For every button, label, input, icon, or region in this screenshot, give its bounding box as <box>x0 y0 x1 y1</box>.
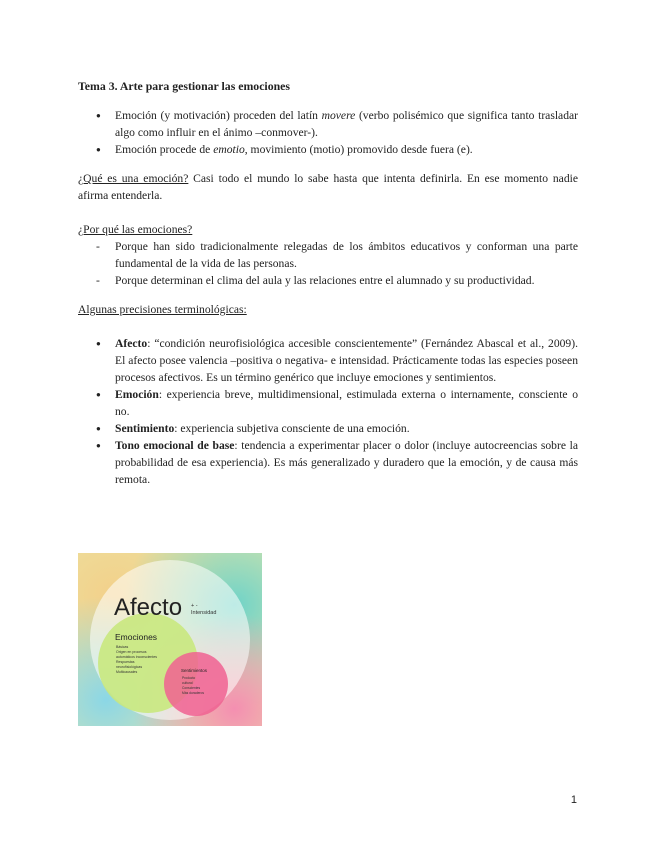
why-emotions-list <box>78 238 578 289</box>
document-body <box>78 78 578 488</box>
terminology-heading: Algunas precisiones terminológicas: <box>78 303 247 316</box>
why-emotions-heading: ¿Por qué las emociones? <box>78 223 193 236</box>
intensidad-label: Intensidad <box>191 610 217 616</box>
page-number: 1 <box>570 794 577 806</box>
svg-text:Más duraderos: Más duraderos <box>182 691 204 695</box>
svg-text:neurofisiológicas: neurofisiológicas <box>116 665 143 669</box>
valencia-label: + - <box>191 603 198 609</box>
origin-bullet-list <box>78 107 578 158</box>
page-title: Tema 3. Arte para gestionar las emociones <box>78 79 290 93</box>
list-item: ● Emoción procede de emotio, movimiento (motio) promovido desde fuera (e). <box>78 141 578 158</box>
svg-text:Conscientes: Conscientes <box>182 686 201 690</box>
emociones-label: Emociones <box>115 632 158 642</box>
svg-text:Origen en procesos: Origen en procesos <box>116 650 147 654</box>
svg-text:Multicausales: Multicausales <box>116 670 138 674</box>
svg-text:automáticos inconscientes: automáticos inconscientes <box>116 655 158 659</box>
term-sentimiento: ● Sentimiento: experiencia subjetiva consciente de una emoción. <box>78 420 578 437</box>
term-emocion: ● Emoción: experiencia breve, multidimensional, estimulada externa o internamente, consciente o no. <box>78 386 578 420</box>
definition-paragraph: ¿Qué es una emoción? Casi todo el mundo lo sabe hasta que intenta definirla. En ese momento nadie afirma entenderla. <box>78 172 578 202</box>
svg-text:Básicas: Básicas <box>116 645 129 649</box>
sentimientos-circle <box>164 652 228 716</box>
svg-text:cultural: cultural <box>182 681 193 685</box>
afecto-label: Afecto <box>114 594 183 621</box>
affect-diagram <box>78 553 262 726</box>
list-item: ● Emoción (y motivación) proceden del latín movere (verbo polisémico que significa tanto trasladar algo como influir en el ánimo –conmover-). <box>78 107 578 141</box>
term-tono-emocional: ● Tono emocional de base: tendencia a experimentar placer o dolor (incluye autocreencias sobre la probabilidad de esa experiencia). Es más generalizado y duradero que la emoción, y de causa más remota. <box>78 437 578 488</box>
sentimientos-label: Sentimientos <box>181 668 208 673</box>
list-item: - Porque determinan el clima del aula y las relaciones entre el alumnado y su productividad. <box>78 272 578 289</box>
question-what-emotion: ¿Qué es una emoción? <box>78 172 189 185</box>
list-item: - Porque han sido tradicionalmente relegadas de los ámbitos educativos y conforman una parte fundamental de la vida de las personas. <box>78 238 578 272</box>
term-afecto: ● Afecto: “condición neurofisiológica accesible conscientemente” (Fernández Abascal et al., 2009). El afecto posee valencia –positiva o negativa- e intensidad. Prácticamente todas las especies poseen procesos afectivos. Es un término genérico que incluye emociones y sentimientos. <box>78 335 578 386</box>
svg-text:Respuestas: Respuestas <box>116 660 135 664</box>
svg-text:Producto: Producto <box>182 676 196 680</box>
affect-diagram-figure <box>78 553 262 726</box>
terminology-list <box>78 335 578 488</box>
